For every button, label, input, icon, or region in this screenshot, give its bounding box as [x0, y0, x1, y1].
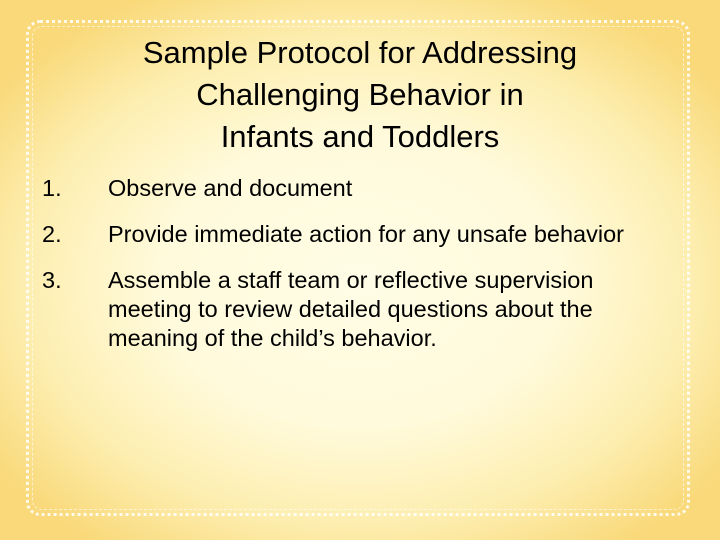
slide-title: Sample Protocol for Addressing Challenging Behavior in Infants and Toddlers [142, 35, 578, 154]
list-item [42, 220, 642, 249]
list-item [42, 174, 642, 203]
list-item-text: Provide immediate action for any unsafe behavior [108, 221, 624, 247]
list-item-number: 3. [42, 267, 62, 293]
list-item-number: 2. [42, 221, 62, 247]
list-item-text: Assemble a staff team or reflective supervision meeting to review detailed questions about the meaning of the child’s behavior. [108, 267, 594, 351]
list-item-number: 1. [42, 175, 62, 201]
list-item [42, 266, 642, 353]
list-item-text: Observe and document [108, 175, 353, 201]
protocol-list [42, 174, 642, 370]
